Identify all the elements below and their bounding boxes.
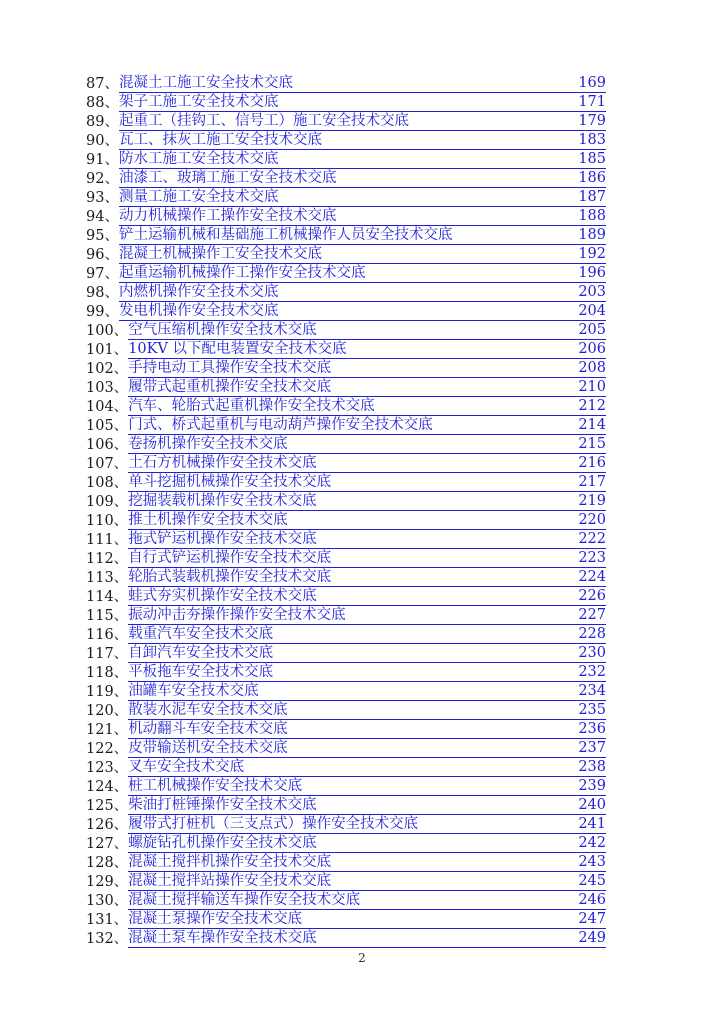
toc-entry-title: 瓦工、抹灰工施工安全技术交底 <box>118 132 322 148</box>
toc-entry-title: 拖式铲运机操作安全技术交底 <box>128 531 317 547</box>
toc-entry-page: 223 <box>578 550 606 566</box>
toc-entry-title: 振动冲击夯操作操作安全技术交底 <box>128 607 346 623</box>
toc-entry-number: 118、 <box>86 665 129 681</box>
toc-entry-title: 空气压缩机操作安全技术交底 <box>128 322 317 338</box>
toc-entry <box>86 397 606 416</box>
toc-entry <box>86 169 606 188</box>
toc-entry <box>86 929 606 948</box>
toc-entry-title: 单斗挖掘机械操作安全技术交底 <box>128 474 332 490</box>
toc-entry-title: 履带式打桩机（三支点式）操作安全技术交底 <box>128 816 419 832</box>
toc-entry-page: 212 <box>578 398 606 414</box>
toc-entry-title: 铲土运输机械和基础施工机械操作人员安全技术交底 <box>118 227 453 243</box>
toc-entry-link[interactable] <box>119 112 606 131</box>
toc-entry-number: 127、 <box>86 836 129 852</box>
toc-entry-number: 95、 <box>86 228 119 244</box>
toc-entry-link[interactable] <box>119 226 606 245</box>
toc-entry-number: 100、 <box>86 323 129 339</box>
toc-entry-number: 119、 <box>86 684 129 700</box>
toc-entry-page: 249 <box>578 930 606 946</box>
toc-entry <box>86 359 606 378</box>
toc-entry <box>86 625 606 644</box>
toc-entry-page: 183 <box>578 132 606 148</box>
toc-entry-link[interactable] <box>119 302 606 321</box>
toc-entry-page: 179 <box>578 113 606 129</box>
toc-entry-page: 217 <box>578 474 606 490</box>
toc-entry-link[interactable] <box>128 397 606 416</box>
toc-entry-number: 99、 <box>86 304 119 320</box>
toc-entry-number: 125、 <box>86 798 129 814</box>
toc-entry-title: 起重运输机械操作工操作安全技术交底 <box>118 265 366 281</box>
toc-entry-page: 216 <box>578 455 606 471</box>
toc-entry-page: 187 <box>578 189 606 205</box>
toc-entry-link[interactable] <box>128 682 606 701</box>
toc-entry-number: 91、 <box>86 152 119 168</box>
toc-entry <box>86 74 606 93</box>
toc-entry-page: 230 <box>578 645 606 661</box>
toc-entry-page: 224 <box>578 569 606 585</box>
toc-entry-title: 内燃机操作安全技术交底 <box>118 284 279 300</box>
toc-entry-title: 散装水泥车安全技术交底 <box>128 702 288 718</box>
toc-entry-title: 自行式铲运机操作安全技术交底 <box>128 550 332 566</box>
toc-entry-page: 235 <box>578 702 606 718</box>
toc-entry-link[interactable] <box>128 815 606 834</box>
toc-entry <box>86 207 606 226</box>
toc-entry-link[interactable] <box>128 416 606 435</box>
toc-entry-page: 247 <box>578 911 606 927</box>
toc-entry-page: 208 <box>578 360 606 376</box>
toc-entry <box>86 112 606 131</box>
toc-entry-link[interactable] <box>128 777 606 796</box>
toc-entry <box>86 473 606 492</box>
toc-entry-title: 桩工机械操作安全技术交底 <box>128 778 303 794</box>
toc-entry-number: 96、 <box>86 247 119 263</box>
toc-entry <box>86 606 606 625</box>
toc-entry <box>86 891 606 910</box>
toc-entry <box>86 416 606 435</box>
toc-entry-title: 混凝土机械操作工安全技术交底 <box>118 246 322 262</box>
toc-entry-link[interactable] <box>128 891 606 910</box>
toc-entry-title: 机动翻斗车安全技术交底 <box>128 721 288 737</box>
toc-entry-link[interactable] <box>128 606 606 625</box>
toc-entry-page: 236 <box>578 721 606 737</box>
toc-entry <box>86 796 606 815</box>
toc-entry-number: 102、 <box>86 361 129 377</box>
toc-entry-page: 220 <box>578 512 606 528</box>
toc-entry-link[interactable] <box>128 454 606 473</box>
toc-entry-number: 104、 <box>86 399 129 415</box>
toc-entry-number: 114、 <box>86 589 129 605</box>
toc-entry <box>86 188 606 207</box>
toc-entry-page: 196 <box>578 265 606 281</box>
toc-entry-page: 242 <box>578 835 606 851</box>
toc-entry-page: 243 <box>578 854 606 870</box>
toc-entry <box>86 701 606 720</box>
toc-entry <box>86 720 606 739</box>
toc-entry-title: 叉车安全技术交底 <box>128 759 245 775</box>
toc-entry <box>86 682 606 701</box>
toc-entry-title: 轮胎式装载机操作安全技术交底 <box>128 569 332 585</box>
toc-entry-number: 107、 <box>86 456 129 472</box>
toc-entry-number: 93、 <box>86 190 119 206</box>
toc-entry <box>86 340 606 359</box>
toc-entry-title: 混凝土工施工安全技术交底 <box>118 75 293 91</box>
toc-entry-title: 皮带输送机安全技术交底 <box>128 740 288 756</box>
toc-entry-title: 混凝土泵车操作安全技术交底 <box>128 930 317 946</box>
toc-entry-link[interactable] <box>128 853 606 872</box>
toc-entry-link[interactable] <box>119 283 606 302</box>
toc-entry-page: 205 <box>578 322 606 338</box>
toc-entry <box>86 93 606 112</box>
toc-entry-title: 手持电动工具操作安全技术交底 <box>128 360 332 376</box>
toc-entry-page: 241 <box>578 816 606 832</box>
toc-entry-number: 105、 <box>86 418 129 434</box>
toc-entry-title: 油罐车安全技术交底 <box>128 683 259 699</box>
toc-entry-title: 平板拖车安全技术交底 <box>128 664 274 680</box>
toc-entry-title: 10KV 以下配电装置安全技术交底 <box>128 341 347 357</box>
toc-entry-page: 219 <box>578 493 606 509</box>
toc-entry-link[interactable] <box>128 929 606 948</box>
toc-entry-link[interactable] <box>128 910 606 929</box>
toc-entry <box>86 302 606 321</box>
toc-entry-title: 螺旋钻孔机操作安全技术交底 <box>128 835 317 851</box>
toc-entry-number: 97、 <box>86 266 119 282</box>
toc-entry-link[interactable] <box>128 720 606 739</box>
toc-entry <box>86 872 606 891</box>
toc-entry-page: 232 <box>578 664 606 680</box>
toc-entry <box>86 131 606 150</box>
toc-entry <box>86 739 606 758</box>
toc-entry-link[interactable] <box>119 245 606 264</box>
toc-entry-number: 120、 <box>86 703 129 719</box>
toc-entry-page: 171 <box>578 94 606 110</box>
toc-entry <box>86 321 606 340</box>
toc-entry <box>86 758 606 777</box>
toc-entry-title: 载重汽车安全技术交底 <box>128 626 274 642</box>
toc-entry-number: 103、 <box>86 380 129 396</box>
toc-entry-title: 测量工施工安全技术交底 <box>118 189 279 205</box>
toc-entry-number: 117、 <box>86 646 129 662</box>
toc-entry <box>86 492 606 511</box>
toc-entry-page: 215 <box>578 436 606 452</box>
toc-entry-title: 起重工（挂钩工、信号工）施工安全技术交底 <box>118 113 409 129</box>
toc-entry-title: 柴油打桩锤操作安全技术交底 <box>128 797 317 813</box>
toc-entry-title: 防水工施工安全技术交底 <box>118 151 279 167</box>
toc-entry-page: 204 <box>578 303 606 319</box>
toc-entry-page: 228 <box>578 626 606 642</box>
toc-entry-number: 115、 <box>86 608 129 624</box>
toc-entry-number: 131、 <box>86 912 129 928</box>
toc-entry-page: 203 <box>578 284 606 300</box>
toc-entry <box>86 663 606 682</box>
toc-entry-number: 128、 <box>86 855 129 871</box>
toc-entry-page: 245 <box>578 873 606 889</box>
toc-entry-page: 188 <box>578 208 606 224</box>
toc-entry <box>86 568 606 587</box>
toc-entry-title: 自卸汽车安全技术交底 <box>128 645 274 661</box>
toc-entry-title: 蛙式夯实机操作安全技术交底 <box>128 588 317 604</box>
toc-entry-title: 架子工施工安全技术交底 <box>118 94 279 110</box>
toc-entry-link[interactable] <box>128 739 606 758</box>
toc-entry-link[interactable] <box>128 492 606 511</box>
toc-entry-number: 113、 <box>86 570 129 586</box>
toc-entry <box>86 226 606 245</box>
toc-entry <box>86 549 606 568</box>
toc-entry-title: 推土机操作安全技术交底 <box>128 512 288 528</box>
toc-entry-page: 226 <box>578 588 606 604</box>
toc-entry-page: 214 <box>578 417 606 433</box>
toc-entry-link[interactable] <box>128 796 606 815</box>
toc-entry-link[interactable] <box>128 701 606 720</box>
toc-entry-page: 240 <box>578 797 606 813</box>
toc-entry-link[interactable] <box>128 321 606 340</box>
toc-entry-title: 土石方机械操作安全技术交底 <box>128 455 317 471</box>
toc-entry-page: 186 <box>578 170 606 186</box>
toc-entry-link[interactable] <box>128 834 606 853</box>
toc-entry-link[interactable] <box>128 625 606 644</box>
toc-entry-link[interactable] <box>128 663 606 682</box>
toc-entry-link[interactable] <box>119 169 606 188</box>
toc-entry-title: 挖掘装载机操作安全技术交底 <box>128 493 317 509</box>
toc-entry-number: 124、 <box>86 779 129 795</box>
toc-entry-page: 227 <box>578 607 606 623</box>
toc-entry-number: 132、 <box>86 931 129 947</box>
toc-entry-page: 237 <box>578 740 606 756</box>
toc-entry-number: 87、 <box>86 76 119 92</box>
toc-entry-link[interactable] <box>119 264 606 283</box>
toc-entry-title: 油漆工、玻璃工施工安全技术交底 <box>118 170 337 186</box>
toc-entry-number: 109、 <box>86 494 129 510</box>
toc-entry <box>86 530 606 549</box>
toc-entry-number: 112、 <box>86 551 129 567</box>
toc-entry-link[interactable] <box>128 359 606 378</box>
toc-entry-number: 116、 <box>86 627 129 643</box>
toc-entry-link[interactable] <box>119 131 606 150</box>
toc-entry <box>86 378 606 397</box>
toc-entry-number: 101、 <box>86 342 129 358</box>
toc-entry <box>86 454 606 473</box>
toc-entry-number: 122、 <box>86 741 129 757</box>
toc-entry-number: 89、 <box>86 114 119 130</box>
toc-entry-number: 108、 <box>86 475 129 491</box>
toc-entry-link[interactable] <box>128 340 606 359</box>
toc-entry-link[interactable] <box>119 74 606 93</box>
toc-entry-link[interactable] <box>128 587 606 606</box>
toc-entry-number: 126、 <box>86 817 129 833</box>
toc-entry-page: 210 <box>578 379 606 395</box>
toc-entry <box>86 435 606 454</box>
toc-entry-link[interactable] <box>119 150 606 169</box>
table-of-contents <box>86 74 606 948</box>
toc-entry-number: 90、 <box>86 133 119 149</box>
toc-entry-title: 汽车、轮胎式起重机操作安全技术交底 <box>128 398 375 414</box>
toc-entry <box>86 644 606 663</box>
toc-entry-number: 92、 <box>86 171 119 187</box>
toc-entry <box>86 777 606 796</box>
toc-entry-page: 206 <box>578 341 606 357</box>
toc-entry <box>86 283 606 302</box>
toc-entry-title: 卷扬机操作安全技术交底 <box>128 436 288 452</box>
toc-entry <box>86 245 606 264</box>
toc-entry-number: 94、 <box>86 209 119 225</box>
toc-entry <box>86 853 606 872</box>
toc-entry-number: 106、 <box>86 437 129 453</box>
toc-entry-number: 110、 <box>86 513 129 529</box>
toc-entry <box>86 511 606 530</box>
toc-entry-page: 222 <box>578 531 606 547</box>
toc-entry-page: 192 <box>578 246 606 262</box>
toc-entry-title: 门式、桥式起重机与电动葫芦操作安全技术交底 <box>128 417 433 433</box>
toc-entry-number: 111、 <box>86 532 129 548</box>
toc-entry <box>86 264 606 283</box>
toc-entry-page: 246 <box>578 892 606 908</box>
toc-entry <box>86 815 606 834</box>
toc-entry-link[interactable] <box>119 93 606 112</box>
toc-entry-link[interactable] <box>128 435 606 454</box>
toc-entry-link[interactable] <box>128 872 606 891</box>
toc-entry-title: 混凝土搅拌输送车操作安全技术交底 <box>128 892 361 908</box>
toc-entry-link[interactable] <box>128 758 606 777</box>
toc-entry-title: 履带式起重机操作安全技术交底 <box>128 379 332 395</box>
toc-entry-page: 234 <box>578 683 606 699</box>
toc-entry-link[interactable] <box>119 188 606 207</box>
toc-entry-link[interactable] <box>128 473 606 492</box>
toc-entry <box>86 587 606 606</box>
toc-entry-number: 130、 <box>86 893 129 909</box>
toc-entry-page: 185 <box>578 151 606 167</box>
toc-entry-number: 123、 <box>86 760 129 776</box>
toc-entry-link[interactable] <box>128 549 606 568</box>
toc-entry-link[interactable] <box>128 378 606 397</box>
toc-entry-title: 动力机械操作工操作安全技术交底 <box>118 208 337 224</box>
toc-entry <box>86 150 606 169</box>
page-number: 2 <box>358 951 366 965</box>
toc-entry-page: 239 <box>578 778 606 794</box>
toc-entry-number: 121、 <box>86 722 129 738</box>
toc-entry-title: 混凝土泵操作安全技术交底 <box>128 911 303 927</box>
toc-entry-link[interactable] <box>128 644 606 663</box>
toc-entry <box>86 910 606 929</box>
toc-entry-number: 88、 <box>86 95 119 111</box>
toc-entry-link[interactable] <box>128 511 606 530</box>
toc-entry-link[interactable] <box>128 568 606 587</box>
toc-entry-page: 169 <box>578 75 606 91</box>
toc-entry-page: 238 <box>578 759 606 775</box>
toc-entry <box>86 834 606 853</box>
toc-entry-number: 129、 <box>86 874 129 890</box>
toc-entry-page: 189 <box>578 227 606 243</box>
toc-entry-link[interactable] <box>128 530 606 549</box>
toc-entry-title: 混凝土搅拌机操作安全技术交底 <box>128 854 332 870</box>
toc-entry-title: 发电机操作安全技术交底 <box>118 303 279 319</box>
toc-entry-number: 98、 <box>86 285 119 301</box>
toc-entry-title: 混凝土搅拌站操作安全技术交底 <box>128 873 332 889</box>
toc-entry-link[interactable] <box>119 207 606 226</box>
